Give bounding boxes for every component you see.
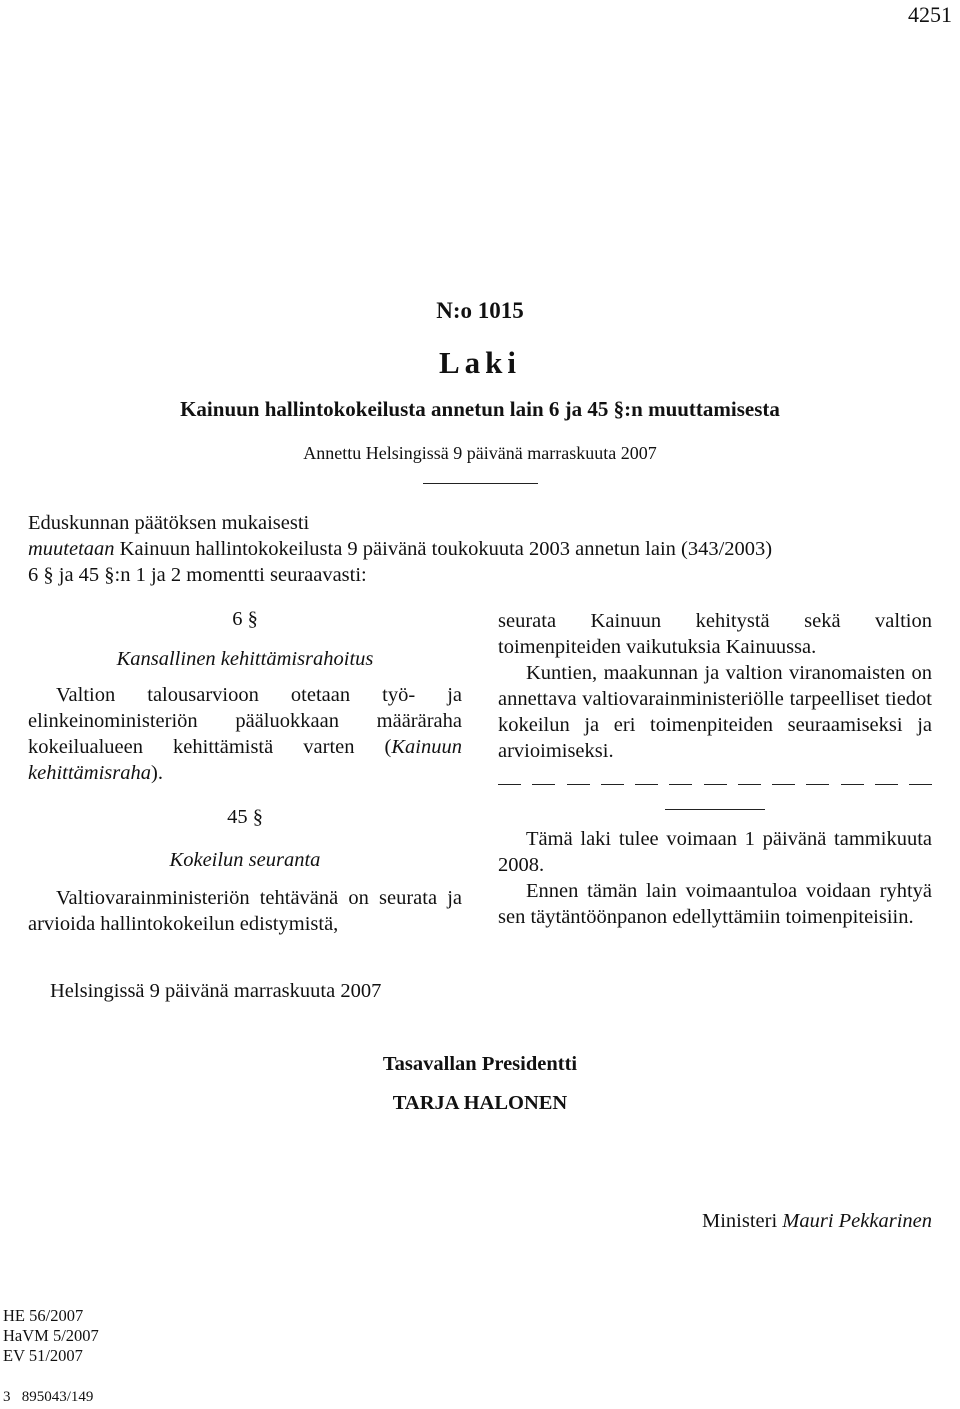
enacting-line-2 xyxy=(28,536,938,562)
document-type-heading: Laki xyxy=(438,345,522,380)
section-45-para-2: Kuntien, maakunnan ja valtion viranomaisten on annettava valtiovarainministeriölle tarpeelliset tiedot kokeilun ja eri toimenpiteiden seuraamiseksi ja arvioimiseksi. xyxy=(498,662,932,762)
reference-ev: EV 51/2007 xyxy=(3,1346,83,1365)
left-column xyxy=(28,606,462,937)
reference-he: HE 56/2007 xyxy=(3,1306,84,1325)
enacting-line-3: 6 § ja 45 §:n 1 ja 2 momentti seuraavasti: xyxy=(28,564,367,586)
enacting-verb: muutetaan xyxy=(28,538,115,560)
title-divider xyxy=(423,483,538,484)
section-45-para-1-end: seurata Kainuun kehitystä sekä valtion toimenpiteiden vaikutuksia Kainuussa. xyxy=(498,610,932,658)
minister-title: Ministeri xyxy=(701,1210,778,1232)
section-6-text-b: ). xyxy=(151,762,163,784)
implementation-measures: Ennen tämän lain voimaantuloa voidaan ryhtyä sen täytäntöönpanon edellyttämiin toimenpiteisiin. xyxy=(498,880,932,928)
given-date-line: Annettu Helsingissä 9 päivänä marraskuuta 2007 xyxy=(303,443,657,463)
enacting-line-2-text: Kainuun hallintokokeilusta 9 päivänä toukokuuta 2003 annetun lain (343/2003) xyxy=(114,538,773,560)
section-45-number: 45 § xyxy=(227,806,263,828)
law-title: Kainuun hallintokokeilusta annetun lain 6 ja 45 §:n muuttamisesta xyxy=(180,397,780,421)
president-name: TARJA HALONEN xyxy=(392,1092,568,1114)
minister-signature xyxy=(702,1210,932,1233)
page-number: 4251 xyxy=(908,2,952,27)
right-column xyxy=(498,608,932,930)
section-6-text-italic: Kainuun kehittämisraha xyxy=(28,736,462,784)
section-45-heading: Kokeilun seuranta xyxy=(169,849,321,871)
section-6-text-a: Valtion talousarvioon otetaan työ- ja elinkeinoministeriön pääluokkaan määräraha kokeilualueen kehittämistä varten ( xyxy=(28,684,462,758)
legislative-references xyxy=(3,1306,99,1366)
entry-into-force: Tämä laki tulee voimaan 1 päivänä tammikuuta 2008. xyxy=(498,828,932,876)
signing-place-date: Helsingissä 9 päivänä marraskuuta 2007 xyxy=(50,980,382,1002)
section-6-number: 6 § xyxy=(232,608,258,630)
president-title: Tasavallan Presidentti xyxy=(382,1053,578,1075)
statute-number: N:o 1015 xyxy=(436,298,524,323)
enacting-clause xyxy=(28,510,938,588)
section-6-heading: Kansallinen kehittämisrahoitus xyxy=(116,648,374,670)
print-code: 3 895043/149 xyxy=(3,1389,94,1405)
reference-havm: HaVM 5/2007 xyxy=(3,1326,99,1345)
minister-name: Mauri Pekkarinen xyxy=(782,1210,932,1232)
section-6-text xyxy=(28,682,462,786)
omission-dash-line xyxy=(498,772,932,785)
section-divider xyxy=(665,809,765,810)
enacting-line-1: Eduskunnan päätöksen mukaisesti xyxy=(28,512,310,534)
section-45-para-1-start: Valtiovarainministeriön tehtävänä on seurata ja arvioida hallintokokeilun edistymistä, xyxy=(28,887,462,935)
